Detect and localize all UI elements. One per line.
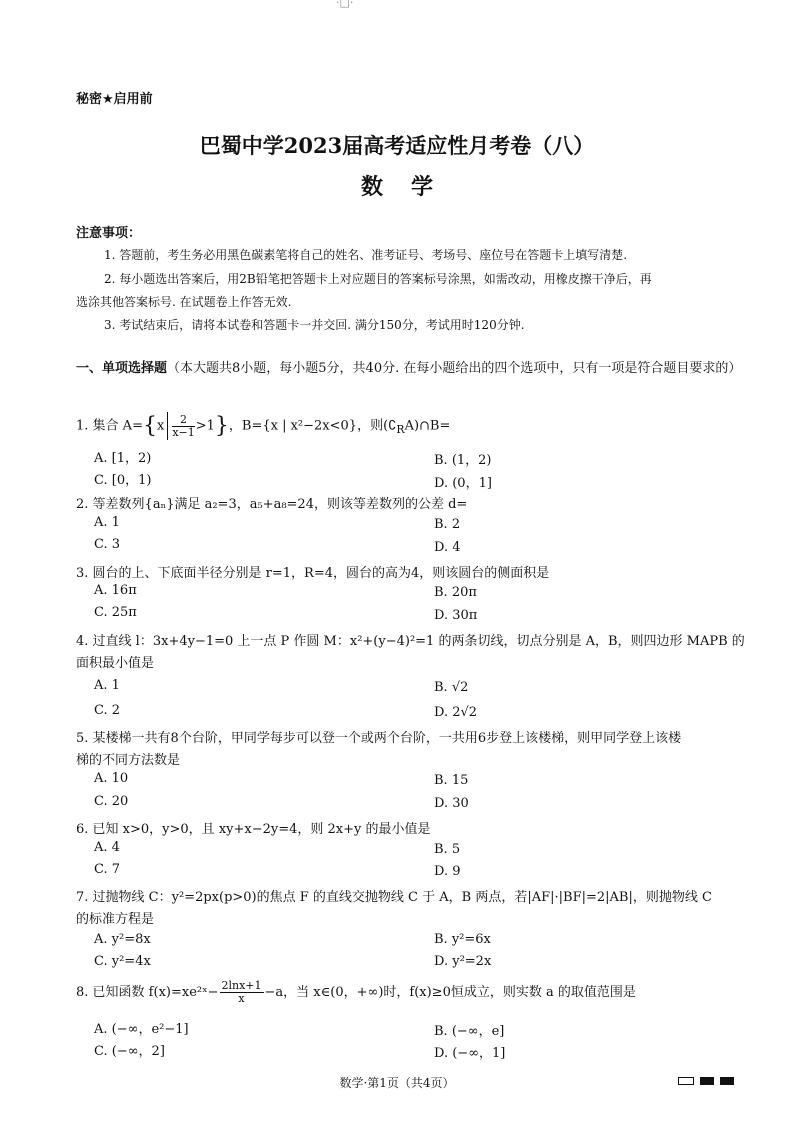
- hollow-block-icon: [678, 1077, 694, 1085]
- inequality: >1: [195, 418, 215, 434]
- fraction: [172, 414, 194, 439]
- option-c: C. 2: [94, 703, 121, 718]
- question-stem-cont: ，B={x | x²−2x<0}，则(∁: [228, 418, 397, 434]
- option-a: A. 1: [94, 515, 120, 530]
- option-d: D. 4: [434, 540, 461, 555]
- question-number: 1.: [76, 418, 89, 434]
- notice-item-3: 3. 考试结束后，请将本试卷和答题卡一并交回. 满分150分，考试用时120分钟.: [104, 318, 525, 332]
- section-title: 一、单项选择题: [76, 361, 168, 376]
- option-a: A. 4: [94, 840, 120, 855]
- option-b: B. (−∞，e]: [434, 1024, 505, 1039]
- option-d: D. 2√2: [434, 705, 478, 720]
- fraction-denominator: x: [238, 992, 245, 1005]
- question-7-cont: 的标准方程是: [76, 912, 155, 927]
- subscript-r: R: [396, 423, 405, 437]
- question-4: [76, 630, 745, 649]
- set-variable: x: [156, 418, 165, 434]
- solid-block-icon: [700, 1077, 714, 1085]
- option-d: D. (0，1]: [434, 476, 492, 491]
- question-stem: 某楼梯一共有8个台阶，甲同学每步可以登一个或两个台阶，一共用6步登上该楼梯，则甲同学登上该楼: [92, 731, 682, 746]
- exam-subject: 数学: [360, 174, 461, 200]
- question-3: [76, 562, 549, 581]
- option-a: A. y²=8x: [94, 932, 151, 947]
- question-stem-cont: −a，当 x∈(0，+∞)时，f(x)≥0恒成立，则实数 a 的取值范围是: [264, 985, 636, 1000]
- brace-right: }: [214, 413, 229, 439]
- question-1: [76, 412, 450, 440]
- notice-item-1: 1. 答题前，考生务必用黑色碳素笔将自己的姓名、准考证号、考场号、座位号在答题卡上填写清楚.: [104, 248, 628, 262]
- page-marks: [678, 1070, 740, 1089]
- question-6: [76, 818, 431, 837]
- question-5: [76, 727, 681, 746]
- section-heading: [76, 358, 746, 380]
- question-8: [76, 980, 636, 1005]
- option-c: C. [0，1): [94, 473, 152, 488]
- option-c: C. (−∞，2]: [94, 1044, 165, 1059]
- confidential-label: 秘密★启用前: [76, 92, 153, 107]
- option-c: C. 7: [94, 862, 121, 877]
- option-c: C. 20: [94, 794, 129, 809]
- question-number: 3.: [76, 566, 89, 581]
- question-number: 5.: [76, 731, 89, 746]
- question-number: 8.: [76, 985, 89, 1000]
- question-7: [76, 886, 712, 905]
- option-b: B. √2: [434, 680, 469, 695]
- notice-title: 注意事项：: [76, 226, 142, 241]
- option-b: B. 20π: [434, 585, 477, 600]
- question-4-cont: 面积最小值是: [76, 656, 155, 671]
- option-d: D. 30π: [434, 608, 478, 623]
- option-d: D. y²=2x: [434, 954, 492, 969]
- top-mark: ·□·: [336, 0, 354, 9]
- question-stem: 过直线 l：3x+4y−1=0 上一点 P 作圆 M：x²+(y−4)²=1 的两条切线，切点分别是 A，B，则四边形 MAPB 的: [92, 634, 745, 649]
- question-stem: 已知函数 f(x)=xe²ˣ−: [92, 985, 219, 1000]
- option-b: B. 15: [434, 773, 469, 788]
- option-b: B. (1，2): [434, 453, 492, 468]
- option-c: C. 3: [94, 537, 121, 552]
- option-b: B. 5: [434, 842, 461, 857]
- question-number: 2.: [76, 497, 89, 512]
- option-b: B. y²=6x: [434, 932, 491, 947]
- fraction-numerator: 2: [172, 414, 194, 427]
- option-d: D. 9: [434, 864, 461, 879]
- exam-title: 巴蜀中学2023届高考适应性月考卷（八）: [199, 133, 595, 158]
- option-c: C. 25π: [94, 605, 137, 620]
- brace-left: {: [142, 413, 157, 439]
- notice-item-2-cont: 选涂其他答案标号. 在试题卷上作答无效.: [76, 295, 292, 309]
- question-stem: 圆台的上、下底面半径分别是 r=1，R=4，圆台的高为4，则该圆台的侧面积是: [92, 566, 550, 581]
- option-a: A. 1: [94, 678, 120, 693]
- section-description: （本大题共8小题，每小题5分，共40分. 在每小题给出的四个选项中，只有一项是符合题目要求的）: [167, 361, 742, 376]
- fraction-denominator: x−1: [172, 425, 195, 439]
- option-a: A. [1，2): [94, 451, 152, 466]
- question-stem: 已知 x>0，y>0，且 xy+x−2y=4，则 2x+y 的最小值是: [92, 822, 431, 837]
- question-number: 4.: [76, 634, 89, 649]
- question-number: 7.: [76, 890, 89, 905]
- question-stem-end: A)∩B=: [404, 418, 451, 434]
- page-footer: 数学·第1页（共4页）: [339, 1076, 455, 1090]
- question-stem: 集合 A=: [92, 418, 143, 434]
- set-bar: [167, 412, 168, 440]
- option-a: A. 10: [94, 771, 129, 786]
- fraction: [220, 980, 264, 1005]
- question-number: 6.: [76, 822, 89, 837]
- question-stem: 过抛物线 C：y²=2px(p>0)的焦点 F 的直线交抛物线 C 于 A，B 两点，若|AF|·|BF|=2|AB|，则抛物线 C: [92, 890, 712, 905]
- option-a: A. (−∞，e²−1]: [94, 1022, 189, 1037]
- question-2: [76, 493, 467, 512]
- solid-block-icon: [720, 1077, 734, 1085]
- notice-item-2: 2. 每小题选出答案后，用2B铅笔把答题卡上对应题目的答案标号涂黑，如需改动，用橡皮擦干净后，再: [104, 272, 652, 286]
- fraction-numerator: 2lnx+1: [221, 979, 262, 992]
- option-b: B. 2: [434, 517, 461, 532]
- option-a: A. 16π: [94, 583, 137, 598]
- question-stem: 等差数列{aₙ}满足 a₂=3，a₅+a₈=24，则该等差数列的公差 d=: [92, 497, 468, 512]
- option-d: D. 30: [434, 796, 469, 811]
- question-5-cont: 梯的不同方法数是: [76, 753, 181, 768]
- option-d: D. (−∞，1]: [434, 1046, 506, 1061]
- option-c: C. y²=4x: [94, 954, 151, 969]
